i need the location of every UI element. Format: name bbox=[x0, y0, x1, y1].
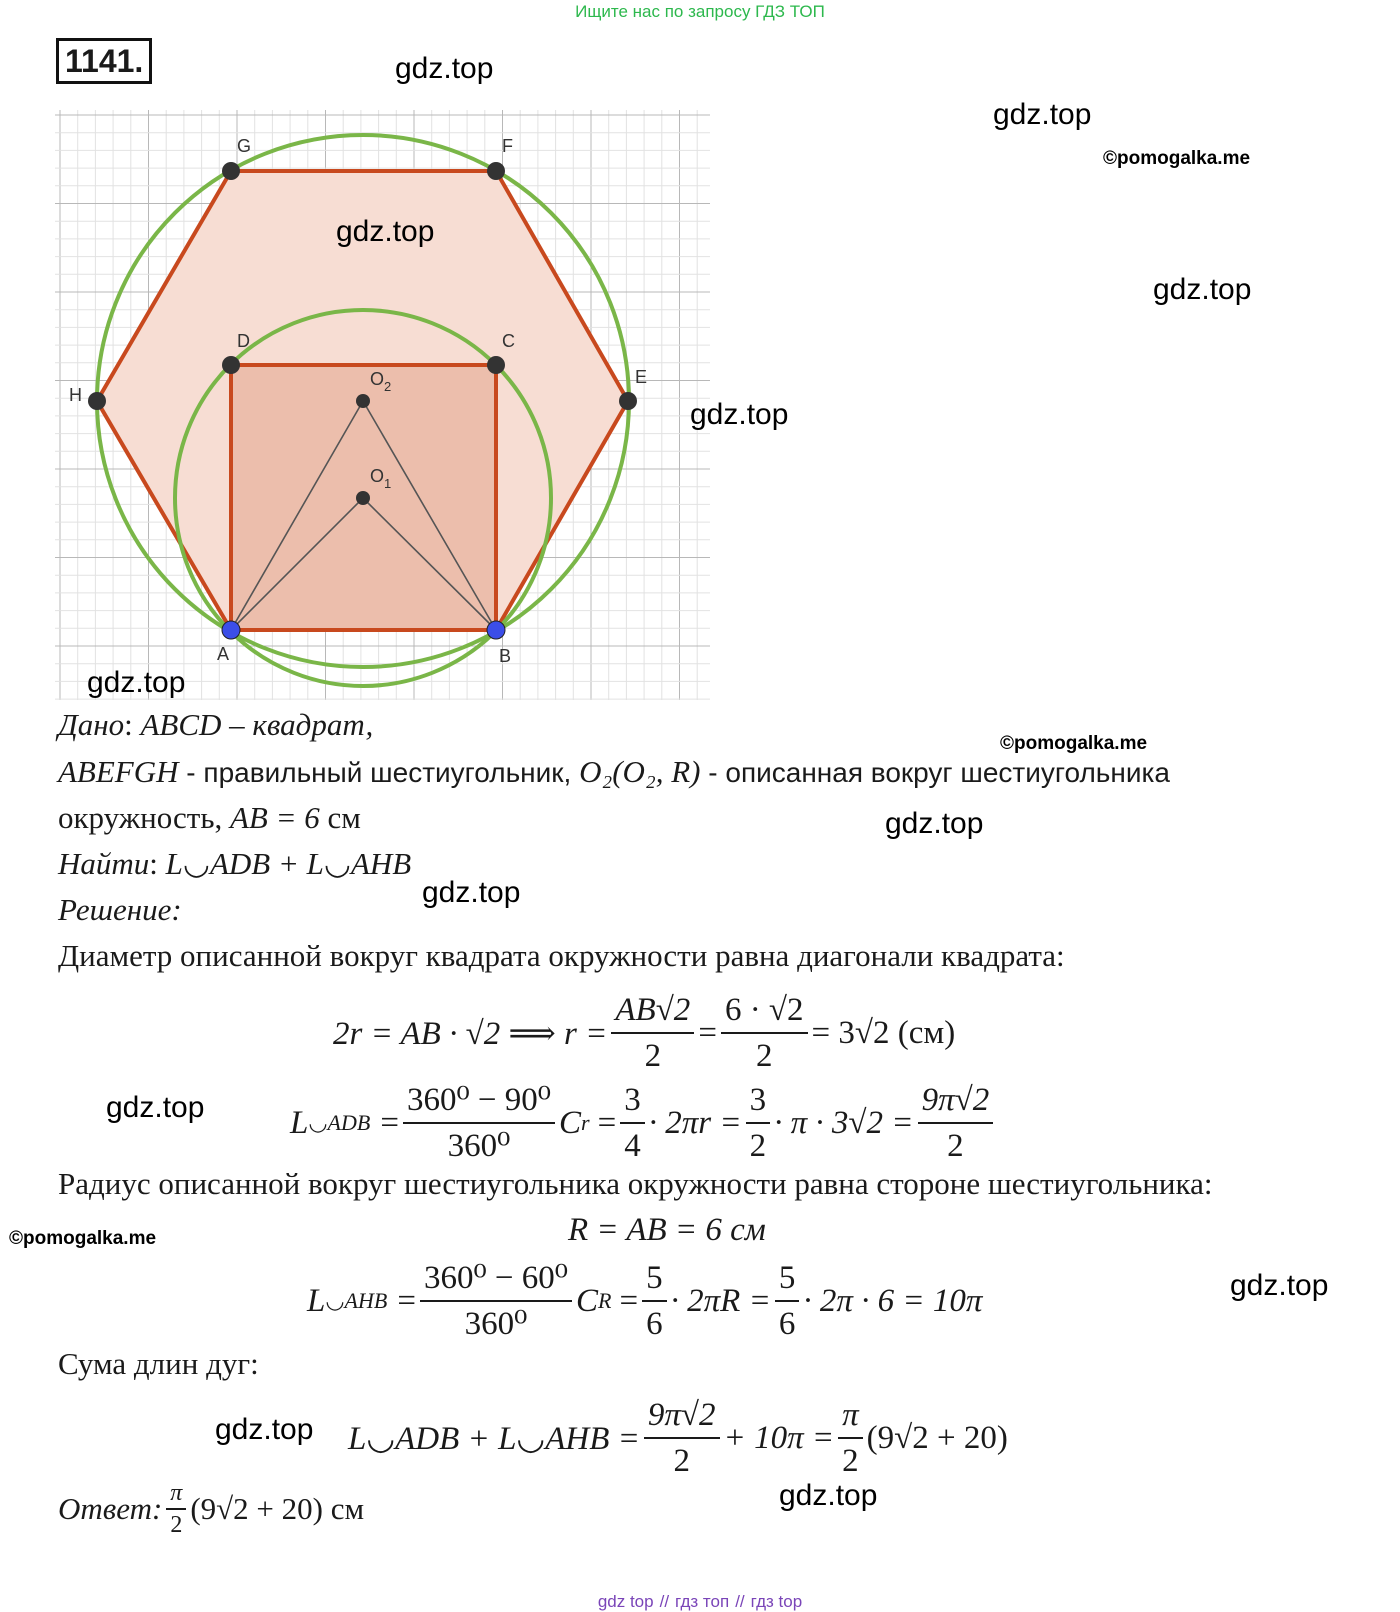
find-line: Найти: L◡ADB + L◡AHB bbox=[58, 846, 412, 881]
label-H: H bbox=[69, 385, 82, 405]
geometry-figure bbox=[55, 110, 725, 710]
watermark: gdz.top bbox=[106, 1091, 205, 1124]
point-F bbox=[487, 162, 505, 180]
problem-number: 1141. bbox=[56, 38, 152, 84]
equation-2: L ◡ADB = $\frac{\text{360⁰ − 90⁰}}{\text{360⁰}}$ C r = $\frac{3}{4}$ · 2πr = $\frac{3}{2}$ · π · 3√2 = $\frac{9\pi√2}{2}$ bbox=[290, 1078, 997, 1168]
label-A: A bbox=[217, 644, 230, 664]
link-gdz-top[interactable]: gdz top bbox=[597, 1592, 654, 1611]
given-line-2: ABEFGH - правильный шестиугольник, O₂(O₂, R) - описанная вокруг шестиугольника bbox=[58, 754, 1170, 789]
label-O1: $O_1$ bbox=[370, 466, 392, 491]
label-G: G bbox=[237, 136, 252, 156]
label-O2: $O_2$ bbox=[370, 369, 392, 394]
label-F: F bbox=[502, 136, 513, 156]
watermark: gdz.top bbox=[215, 1413, 314, 1446]
text-diameter: Диаметр описанной вокруг квадрата окружности равна диагонали квадрата: bbox=[58, 938, 1065, 973]
watermark: gdz.top bbox=[779, 1479, 878, 1512]
text-sum: Сума длин дуг: bbox=[58, 1346, 259, 1381]
equation-3: R = AB = 6 см bbox=[568, 1212, 766, 1248]
point-A bbox=[222, 621, 240, 639]
solution-label: Решение: bbox=[58, 892, 182, 927]
watermark: gdz.top bbox=[1230, 1269, 1329, 1302]
point-C bbox=[487, 356, 505, 374]
watermark: gdz.top bbox=[1153, 273, 1252, 306]
watermark: gdz.top bbox=[336, 215, 435, 248]
equation-4: L ◡AHB = $\frac{\text{360⁰ − 60⁰}}{\text{360⁰}}$ C R = $\frac{5}{6}$ · 2πR = $\frac{5}{6}$ · 2π · 6 = 10π bbox=[307, 1256, 982, 1346]
text-radius: Радиус описанной вокруг шестиугольника окружности равна стороне шестиугольника: bbox=[58, 1166, 1213, 1201]
point-O1 bbox=[356, 491, 370, 505]
label-B: B bbox=[499, 646, 512, 666]
watermark: gdz.top bbox=[87, 666, 186, 699]
answer-line: Ответ: $\frac{\pi}{2}$ (9√2 + 20) см bbox=[58, 1480, 365, 1538]
copyright-mark: ©pomogalka.me bbox=[1000, 733, 1148, 754]
answer-label: Ответ: bbox=[58, 1491, 163, 1526]
separator: // bbox=[659, 1592, 670, 1611]
given-square: ABCD – квадрат, bbox=[140, 707, 374, 742]
separator: // bbox=[735, 1592, 745, 1611]
copyright-mark: ©pomogalka.me bbox=[1103, 148, 1251, 169]
label-C: C bbox=[502, 331, 515, 351]
given-line-3: окружность, AB = 6 см bbox=[58, 800, 361, 835]
bottom-links[interactable] bbox=[0, 1592, 1400, 1612]
point-B bbox=[487, 621, 505, 639]
label-E: E bbox=[635, 367, 648, 387]
point-H bbox=[88, 392, 106, 410]
point-G bbox=[222, 162, 240, 180]
copyright-mark: ©pomogalka.me bbox=[9, 1228, 157, 1249]
watermark: gdz.top bbox=[885, 807, 984, 840]
point-D bbox=[222, 356, 240, 374]
link-gdz-top-mixed[interactable]: гдз top bbox=[750, 1592, 803, 1611]
watermark: gdz.top bbox=[395, 52, 494, 85]
label-D: D bbox=[237, 331, 250, 351]
given-line-1: Дано: ABCD – квадрат, bbox=[58, 707, 374, 742]
watermark: gdz.top bbox=[993, 98, 1092, 131]
link-gdz-top-ru[interactable]: гдз топ bbox=[675, 1592, 730, 1611]
watermark: gdz.top bbox=[422, 876, 521, 909]
equation-5: L◡ADB + L◡AHB = $\frac{9\pi√2}{2}$ + 10π = $\frac{\pi}{2}$ (9√2 + 20) bbox=[348, 1393, 1008, 1483]
point-O2 bbox=[356, 394, 370, 408]
equation-1: 2r = AB · √2 ⟹ r = $\frac{AB√2}{2}$ = $\frac{6 \cdot √2}{2}$ = 3√2 (см) bbox=[333, 988, 955, 1078]
point-E bbox=[619, 392, 637, 410]
find-expr: L◡ADB + L◡AHB bbox=[165, 846, 412, 881]
find-label: Найти bbox=[58, 846, 150, 881]
watermark: gdz.top bbox=[690, 398, 789, 431]
given-label: Дано bbox=[58, 707, 125, 742]
top-banner[interactable]: Ищите нас по запросу ГДЗ ТОП bbox=[575, 2, 825, 21]
